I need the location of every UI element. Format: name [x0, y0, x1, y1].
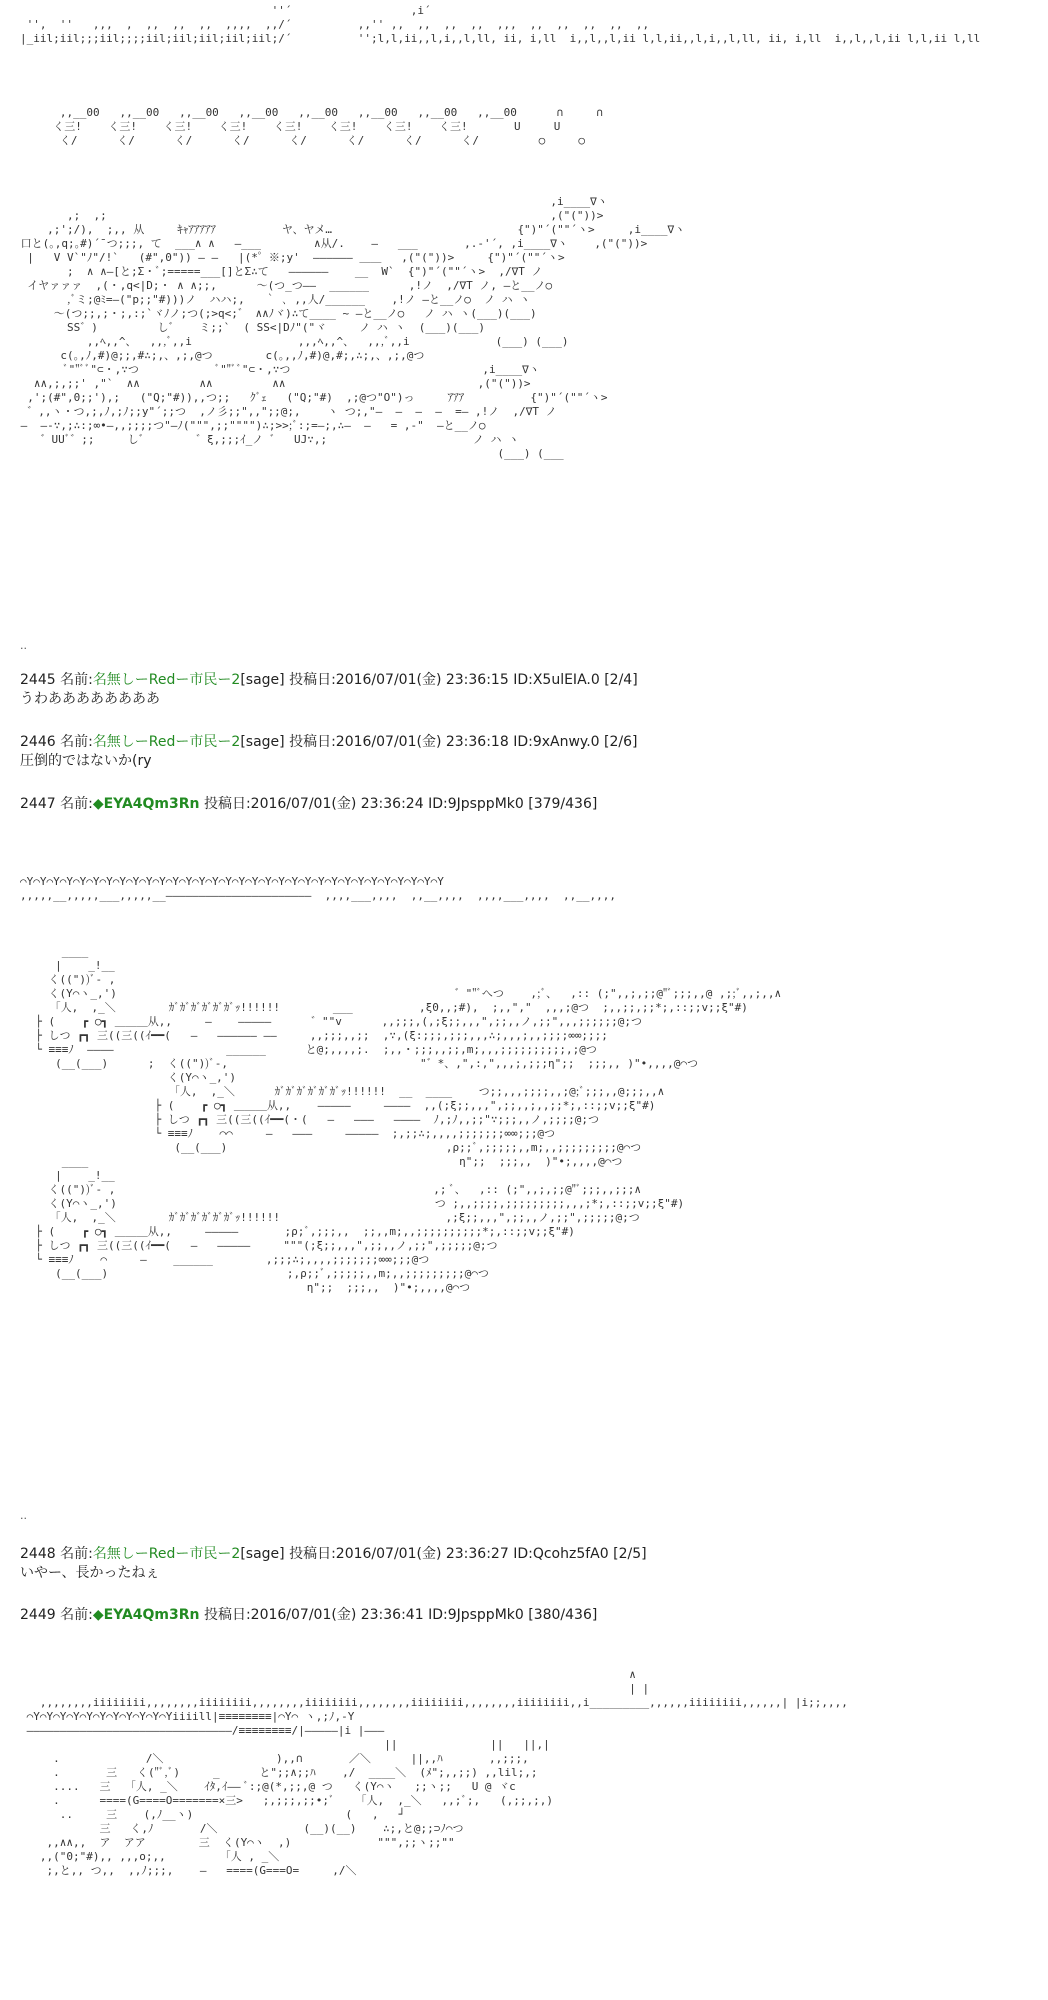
post-number[interactable]: 2446 — [20, 734, 56, 750]
mail-field: [sage] — [240, 734, 285, 750]
poster-id[interactable]: ID:X5ulEIA.0 — [513, 672, 600, 688]
ascii-art-guns: ____ | _!__ く(("))ﾞ- , く(Y⌒ヽ_,') ゛""ﾞへつ ,;ﾞ、 ,:: (;",,;,;;@"ﾞ;;;,,@ ,;;ﾞ,,;,,∧ ｢人, ,_＼ ｶﾞｶﾞｶﾞｶﾞｶﾞｶﾞｯ!!!!!! ___ ,ξ0,,;#), ;,,"," ,,,;@つ ;,,;;,;;*;,::;;v;;ξ"#) ├ ( ┏ ○┓ ＿＿＿从,, ― ――――― ゛""v ,,;;;,(,;ξ;;,,,",;;,,ノ,;;",,,;;;;;;@;つ ├ しつ ┏┓ 三((三((ｲ━━( ― ―――――― ―― ,,;;;,,;; ,∵,(ξ:;;;,;;;,,,∴;,,,;,,;;;;∞∞;;;; └ ≡≡≡ﾉ ―――― ______ と@;,,,,;. ;,,・;;;,,;;,m;,,,;;;;;;;;;;,;@つ (__(___) ; く(("))ﾞ-, "゛*、,",:,",,,;,;;;η";; ;;;,, )"•,,,,@⌒つ く(Y⌒ヽ_,') ｢人, ,_＼ ｶﾞｶﾞｶﾞｶﾞｶﾞｶﾞｯ!!!!!! __ ____ つ;;,,,;;;;,,;@;ﾞ;;;,,@;;;,,∧ ├ ( ┏ ○┓ ＿＿＿从,, ――――― ―――― ,,(;ξ;;,,,",;;,,;,,;;*;,::;;v;;ξ"#) ├ しつ ┏┓ 三((三((ｲ━━(・( ― ――― ―――― ﾉ,;ﾉ,,;;"∵;;;,,ノ,;;;;@;つ └ ≡≡≡ﾉ ⌒⌒ ― ――― ――――― ;,;;∴;,,,,;;;;;;;∞∞;;;@つ (__(___) ,ρ;;ﾞ,;;;;;,,m;,,;;;;;;;;;@⌒つ ____ η";; ;;;,, )"•;,,,,@⌒つ | _!__ く(("))ﾞ- , ,; ﾞ、 ,:: (;",,;,;;@"ﾞ;;;,,;;;∧ く(Y⌒ヽ_,') つ ;,,;;;;,;;;;;;;;;,,,;*;,::;;v;;ξ"#) ｢人, ,_＼ ｶﾞｶﾞｶﾞｶﾞｶﾞｶﾞｯ!!!!!! ,;ξ;;,,,",;;,,ノ,;;",;;;;;@;つ ├ ( ┏ ○┓ ＿＿＿从,, ――――― ;ρ;ﾞ,;;;,, ;;,,m;,,;;;;;;;;;;*;,::;;v;;ξ"#) ├ しつ ┏┓ 三((三((ｲ━━( ― ――――― """(;ξ;;,,,",;;,,ノ,;;",;;;;;@;つ └ ≡≡≡ﾉ ⌒ ― ______ ,;;;∴;,,,,;;;;;;;∞∞;;;@つ (__(___) ;,ρ;;ﾞ,;;;;;,,m;,,;;;;;;;;;@⌒つ η";; ;;;,, )"•;,,,,@⌒つ — [35, 945, 782, 1294]
ascii-art-wall: ⌒Y⌒Y⌒Y⌒Y⌒Y⌒Y⌒Y⌒Y⌒Y⌒Y⌒Y⌒Y⌒Y⌒Y⌒Y⌒Y⌒Y⌒Y⌒Y⌒Y⌒Y⌒Y⌒Y⌒Y⌒Y⌒Y⌒Y⌒Y⌒Y⌒Y⌒Y⌒Y ,,,,,__,,,,,___,,,,,__―――――――――――――――――――――― ,,,,___,,,, ,,__,,,, ,,,,___,,,, ,,__,,,, — [20, 875, 617, 902]
date-label: 投稿日: — [203, 796, 251, 812]
name-label: 名前: — [60, 1607, 93, 1623]
post-header — [20, 733, 638, 751]
date-label: 投稿日: — [289, 672, 336, 688]
name-label: 名前: — [60, 796, 93, 812]
poster-id[interactable]: ID:9JpsppMk0 — [428, 1607, 524, 1623]
ascii-art-battle1: ,i____∇ヽ ,; ,; ,("("))> ,;';/), ;,, 从 ｷｬｱｱｱｱｱ ヤ、ヤメ… {")"´(""´ヽ> ,i____∇ヽ 口と(｡,q;｡#)´¯つ;;;, て ___∧ ∧ ―___ ∧从/. ― ___ ,.-'´, ,i____∇ヽ ,("("))> | V V`"ﾉ"/!` (#",0")) ― ― |(*゜※;y' ―――――― ＿＿ ,("("))> {")"´(""´ヽ> ; ∧ ∧―[と;Σ・ﾞ;=====___[]とΣ∴て ―――――― __ W` {")"´(""´ヽ> ,/∇T ノ イヤァァァ ,(・,q<|D;・ ∧ ∧;;, ～(つ_つ―― ______ ,!ノ ,/∇T ノ, ―と__ノ○ ,ﾞミ;@ﾐ=―("p;;"#)))ノ ハハ;, ｀ ､ ,,人/______ ,!ノ ―と__ノ○ ノ ハ ヽ ～(つ;;,;・;,:;`ヾﾉノ;つ(;>q<;゛ ∧∧ﾉヾ)∴て____ ~ ―と__ノ○ ノ ハ ヽ(___)(___) SS゛) し゛ ミ;;` ( SS<|Dﾉ"("ヾ ノ ハ ヽ (___)(___) ,,ﾍ,,^、 ,,,ﾞ,,i ,,,ﾍ,,^、 ,,,ﾞ,,i (___) (___) c(｡,ﾉ,#)@;;,#∴;,、,;,@つ c(｡,,ﾉ,#)@,#;,∴;,、,;,@つ ﾞ""ﾞﾞ"⊂・,∵つ ﾞ""ﾞﾞ"⊂・,∵つ ,i____∇ヽ ∧∧,;,;;' ,"` ∧∧ ∧∧ ∧∧ ,("("))> ,';(#",0;;'),; ("Q;"#)),,つ;; ｸﾞｪ ("Q;"#) ,;@つ"O")っ ｱｱｱ {")"´(""´ヽ> ゛,,ヽ・つ,;,ﾉ,;ﾉ;;y"´;;つ ,ノ彡;;",,";;@;, ヽ つ;,"― ― ― ― =― ,!ノ ,/∇T ノ ― ―‐∵,;∴:;∞•―,,;;;;つ"―ﾉ(""",;;"""")∴;>>;ﾞ:;=―;,∴― ― = ,-" ―と__ノ○ ゛UUﾞ゛;; し゛ ゛ξ,;;;ｲ_ノ ゛ UJ∵,; ノ ハ ヽ (___) (___ — [20, 195, 686, 460]
ascii-art-top: ''´ ,i´ '', '' ,,, , ,, ,, ,, ,,,, ,,/´ ,,'' ,, ,, ,, ,, ,,, ,, ,, ,, ,, ,, |_iil;iil;;;iil;;;;iil;iil;iil;iil;iil;/´ '';l,l,ii,,l,i,,l,ll, ii, i,ll i,,l,,l,ii l,l,ii,,l,i,,l,ll, ii, i,ll i,,l,,l,ii l,l,ii l,ll — [20, 4, 981, 45]
ascii-art-final: ∧ | | ,,,,,,,,iiiiiiii,,,,,,,,iiiiiiii,,,,,,,,iiiiiiii,,,,,,,,iiiiiiii,,,,,,,,iiiiiiii,,i_________,,,,,,iiiiiiii,,,,,,| |i;;,,,, ⌒Y⌒Y⌒Y⌒Y⌒Y⌒Y⌒Y⌒Y⌒Y⌒Y⌒Yiiiill|≡≡≡≡≡≡≡≡|⌒Y⌒ ヽ,;ﾉ,-Y ―――――――――――――――――――――――――――――――/≡≡≡≡≡≡≡≡/|―――――|i |――― || || ||,| . /＼ ),,∩ ／＼ ||,,ﾊ ,,;;;, . 三 く("ﾞ,ﾞ) _ と";;∧;;ﾊ ,/ ____＼ (ﾒ";,,;;) ,,lil;,; .... 三 ｢人, _＼ ｲﾀ,ｲ―― ﾞ:;@(*,;;,@ つ く(Y⌒ヽ ;;ヽ;; U @ ヾc . ====(G====O=======×三> ;,;;;,;;•;ﾞ ｢人, ,_＼ ,,;ﾞ;, (,;;,;,) .. 三 (,ﾉ__ヽ) ( , ┘ 三 く,ﾉ /＼ (__)(__) ∴;,と@;;⊃ﾉ⌒つ ,,∧∧,, ア アア 三 く(Y⌒ヽ ,) """,;;ヽ;;"" ,,("0;"#),, ,,,o;,, ｢人 , _＼ ;,と,, つ,, ,,ﾉ;;;, ― ====(G===O= ,/＼ — [26, 1668, 848, 1877]
mail-field: [sage] — [240, 672, 285, 688]
post-count: [2/6] — [604, 734, 638, 750]
post-header — [20, 1545, 647, 1563]
post-date: 2016/07/01(金) 23:36:41 — [250, 1607, 424, 1623]
post-header — [20, 795, 597, 813]
post-body: 圧倒的ではないか(ry — [20, 753, 152, 769]
name-label: 名前: — [60, 734, 93, 750]
date-label: 投稿日: — [289, 1546, 336, 1562]
poster-name: 名無しーRedー市民ー2 — [92, 734, 241, 750]
date-label: 投稿日: — [289, 734, 336, 750]
post-date: 2016/07/01(金) 23:36:15 — [335, 672, 509, 688]
poster-tripcode: ◆EYA4Qm3Rn — [92, 796, 200, 812]
name-label: 名前: — [60, 1546, 93, 1562]
post-count: [379/436] — [528, 796, 598, 812]
post-body: うわああああああああ — [20, 691, 160, 707]
post-header — [20, 1606, 597, 1624]
ascii-art-voices: ,,__00 ,,__00 ,,__00 ,,__00 ,,__00 ,,__00 ,,__00 ,,__00 ∩ ∩ く三! く三! く三! く三! く三! く三! く三! く三! U U く/ く/ く/ く/ く/ く/ く/ く/ ○ ○ — [53, 106, 603, 147]
post-date: 2016/07/01(金) 23:36:24 — [250, 796, 424, 812]
post-count: [380/436] — [528, 1607, 598, 1623]
poster-name: 名無しーRedー市民ー2 — [92, 1546, 241, 1562]
separator-dots: .. — [20, 639, 27, 652]
poster-id[interactable]: ID:Qcohz5fA0 — [513, 1546, 609, 1562]
separator-dots: .. — [20, 1509, 27, 1522]
poster-tripcode: ◆EYA4Qm3Rn — [92, 1607, 200, 1623]
mail-field: [sage] — [240, 1546, 285, 1562]
post-count: [2/4] — [604, 672, 638, 688]
date-label: 投稿日: — [203, 1607, 251, 1623]
post-body: いやー、長かったねぇ — [20, 1565, 160, 1581]
post-date: 2016/07/01(金) 23:36:27 — [335, 1546, 509, 1562]
post-date: 2016/07/01(金) 23:36:18 — [335, 734, 509, 750]
post-number[interactable]: 2448 — [20, 1546, 56, 1562]
post-number[interactable]: 2449 — [20, 1607, 56, 1623]
name-label: 名前: — [60, 672, 93, 688]
post-number[interactable]: 2445 — [20, 672, 56, 688]
post-number[interactable]: 2447 — [20, 796, 56, 812]
post-count: [2/5] — [613, 1546, 647, 1562]
post-header — [20, 671, 638, 689]
poster-id[interactable]: ID:9JpsppMk0 — [428, 796, 524, 812]
poster-name: 名無しーRedー市民ー2 — [92, 672, 241, 688]
poster-id[interactable]: ID:9xAnwy.0 — [513, 734, 600, 750]
